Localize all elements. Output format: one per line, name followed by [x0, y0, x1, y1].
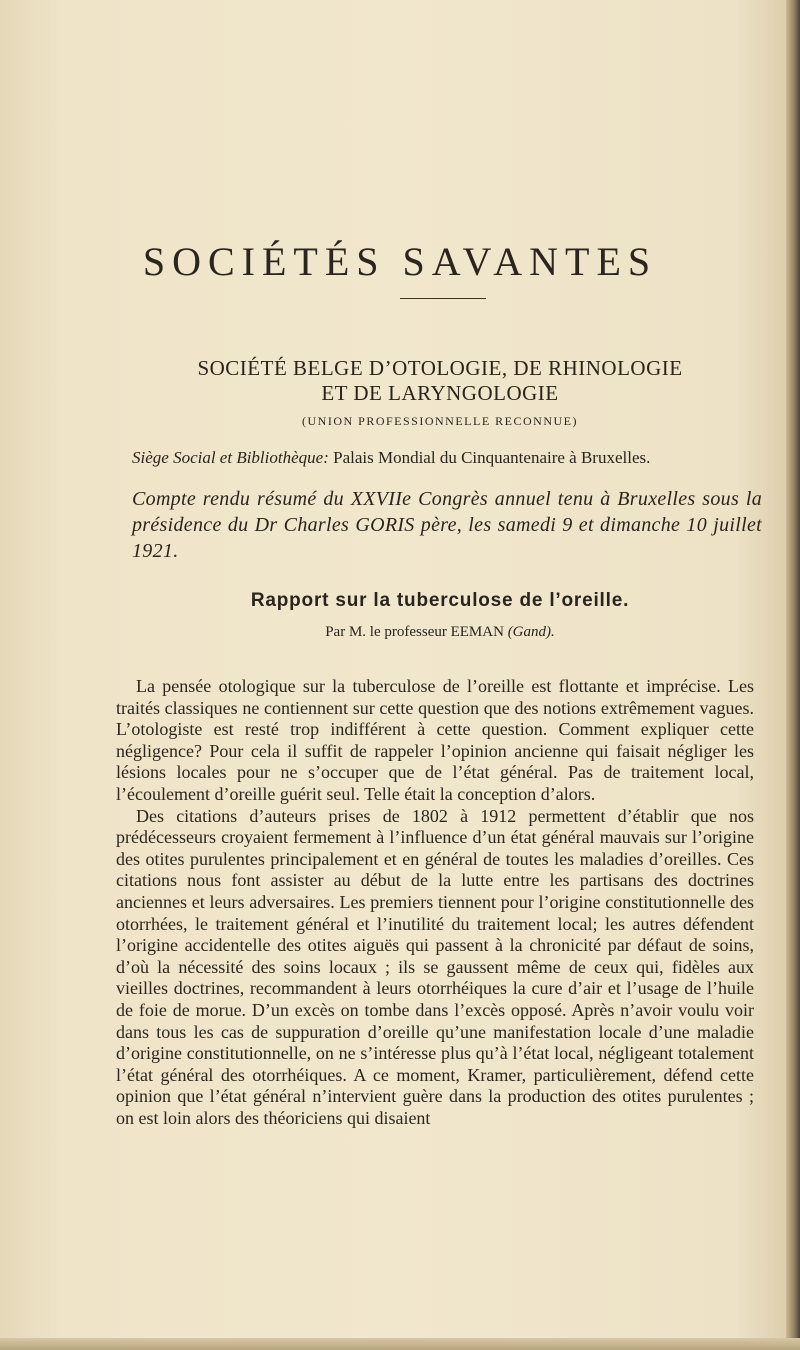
congress-summary: Compte rendu résumé du XXVIIe Congrès annuel tenu à Bruxelles sous la présidence du Dr Charles GORIS père, les samedi 9 et dimanche 10 juillet 1921. [132, 488, 762, 562]
society-name-line1: SOCIÉTÉ BELGE D’OTOLOGIE, DE RHINOLOGIE [197, 356, 683, 380]
article-author [0, 624, 800, 641]
page-bottom-edge [0, 1338, 800, 1350]
body-paragraph-1: La pensée otologique sur la tuberculose de l’oreille est flottante et imprécise. Les traités classiques ne contiennent sur cette question que des notions extrêmement vagues. L’otologiste est resté trop indifférent à cette question. Comment expliquer cette négligence? Pour cela il suffit de rappeler l’opinion ancienne qui faisait négliger les lésions locales pour ne s’occuper que de l’état général. Pas de traitement local, l’écoulement d’oreille guérit seul. Telle était la conception d’alors. [116, 676, 754, 804]
seat-label: Siège Social et Bibliothèque: [132, 448, 329, 467]
article-title: Rapport sur la tuberculose de l’oreille. [250, 590, 630, 611]
body-paragraph-2: Des citations d’auteurs prises de 1802 à 1912 permettent d’établir que nos prédécesseurs croyaient fermement à l’influence d’un état général mauvais sur l’origine des otites purulentes principalement et en général de toutes les maladies d’oreilles. Ces citations nous font assister au début de la lutte entre les partisans des doctrines anciennes et leurs adversaires. Les premiers tiennent pour l’origine constitutionnelle des otorrhées, le traitement général et l’inutilité du traitement local; les autres défendent l’origine accidentelle des otites aiguës qui passent à la chronicité par défaut de soins, d’où la nécessité des soins locaux ; ils se gaussent même de ceux qui, fidèles aux vieilles doctrines, recommandent à leurs otorrhéiques la cure d’air et l’usage de l’huile de foie de morue. D’un excès on tombe dans l’excès opposé. Après n’avoir voulu voir dans tous les cas de suppuration d’oreille qu’une manifestation locale d’une maladie d’origine constitutionnelle, on ne s’intéresse plus qu’à l’état local, négligeant totalement l’état général des otorrhéiques. A ce moment, Kramer, particulièrement, défend cette opinion que l’état général n’intervient guère dans la production des otites purulentes ; on est loin alors des théoriciens qui disaient [116, 805, 754, 1128]
article-body [116, 676, 754, 1129]
title-divider [400, 298, 486, 299]
author-city: (Gand). [507, 624, 555, 640]
author-name: Par M. le professeur EEMAN [325, 624, 504, 640]
society-name-line2: ET DE LARYNGOLOGIE [321, 381, 559, 405]
section-title: SOCIÉTÉS SAVANTES [142, 239, 658, 284]
society-seat [132, 448, 772, 468]
society-name [0, 356, 800, 406]
page-edge-shadow [786, 0, 800, 1350]
society-status: (UNION PROFESSIONNELLE RECONNUE) [302, 414, 578, 428]
seat-value: Palais Mondial du Cinquantenaire à Bruxelles. [333, 448, 651, 467]
